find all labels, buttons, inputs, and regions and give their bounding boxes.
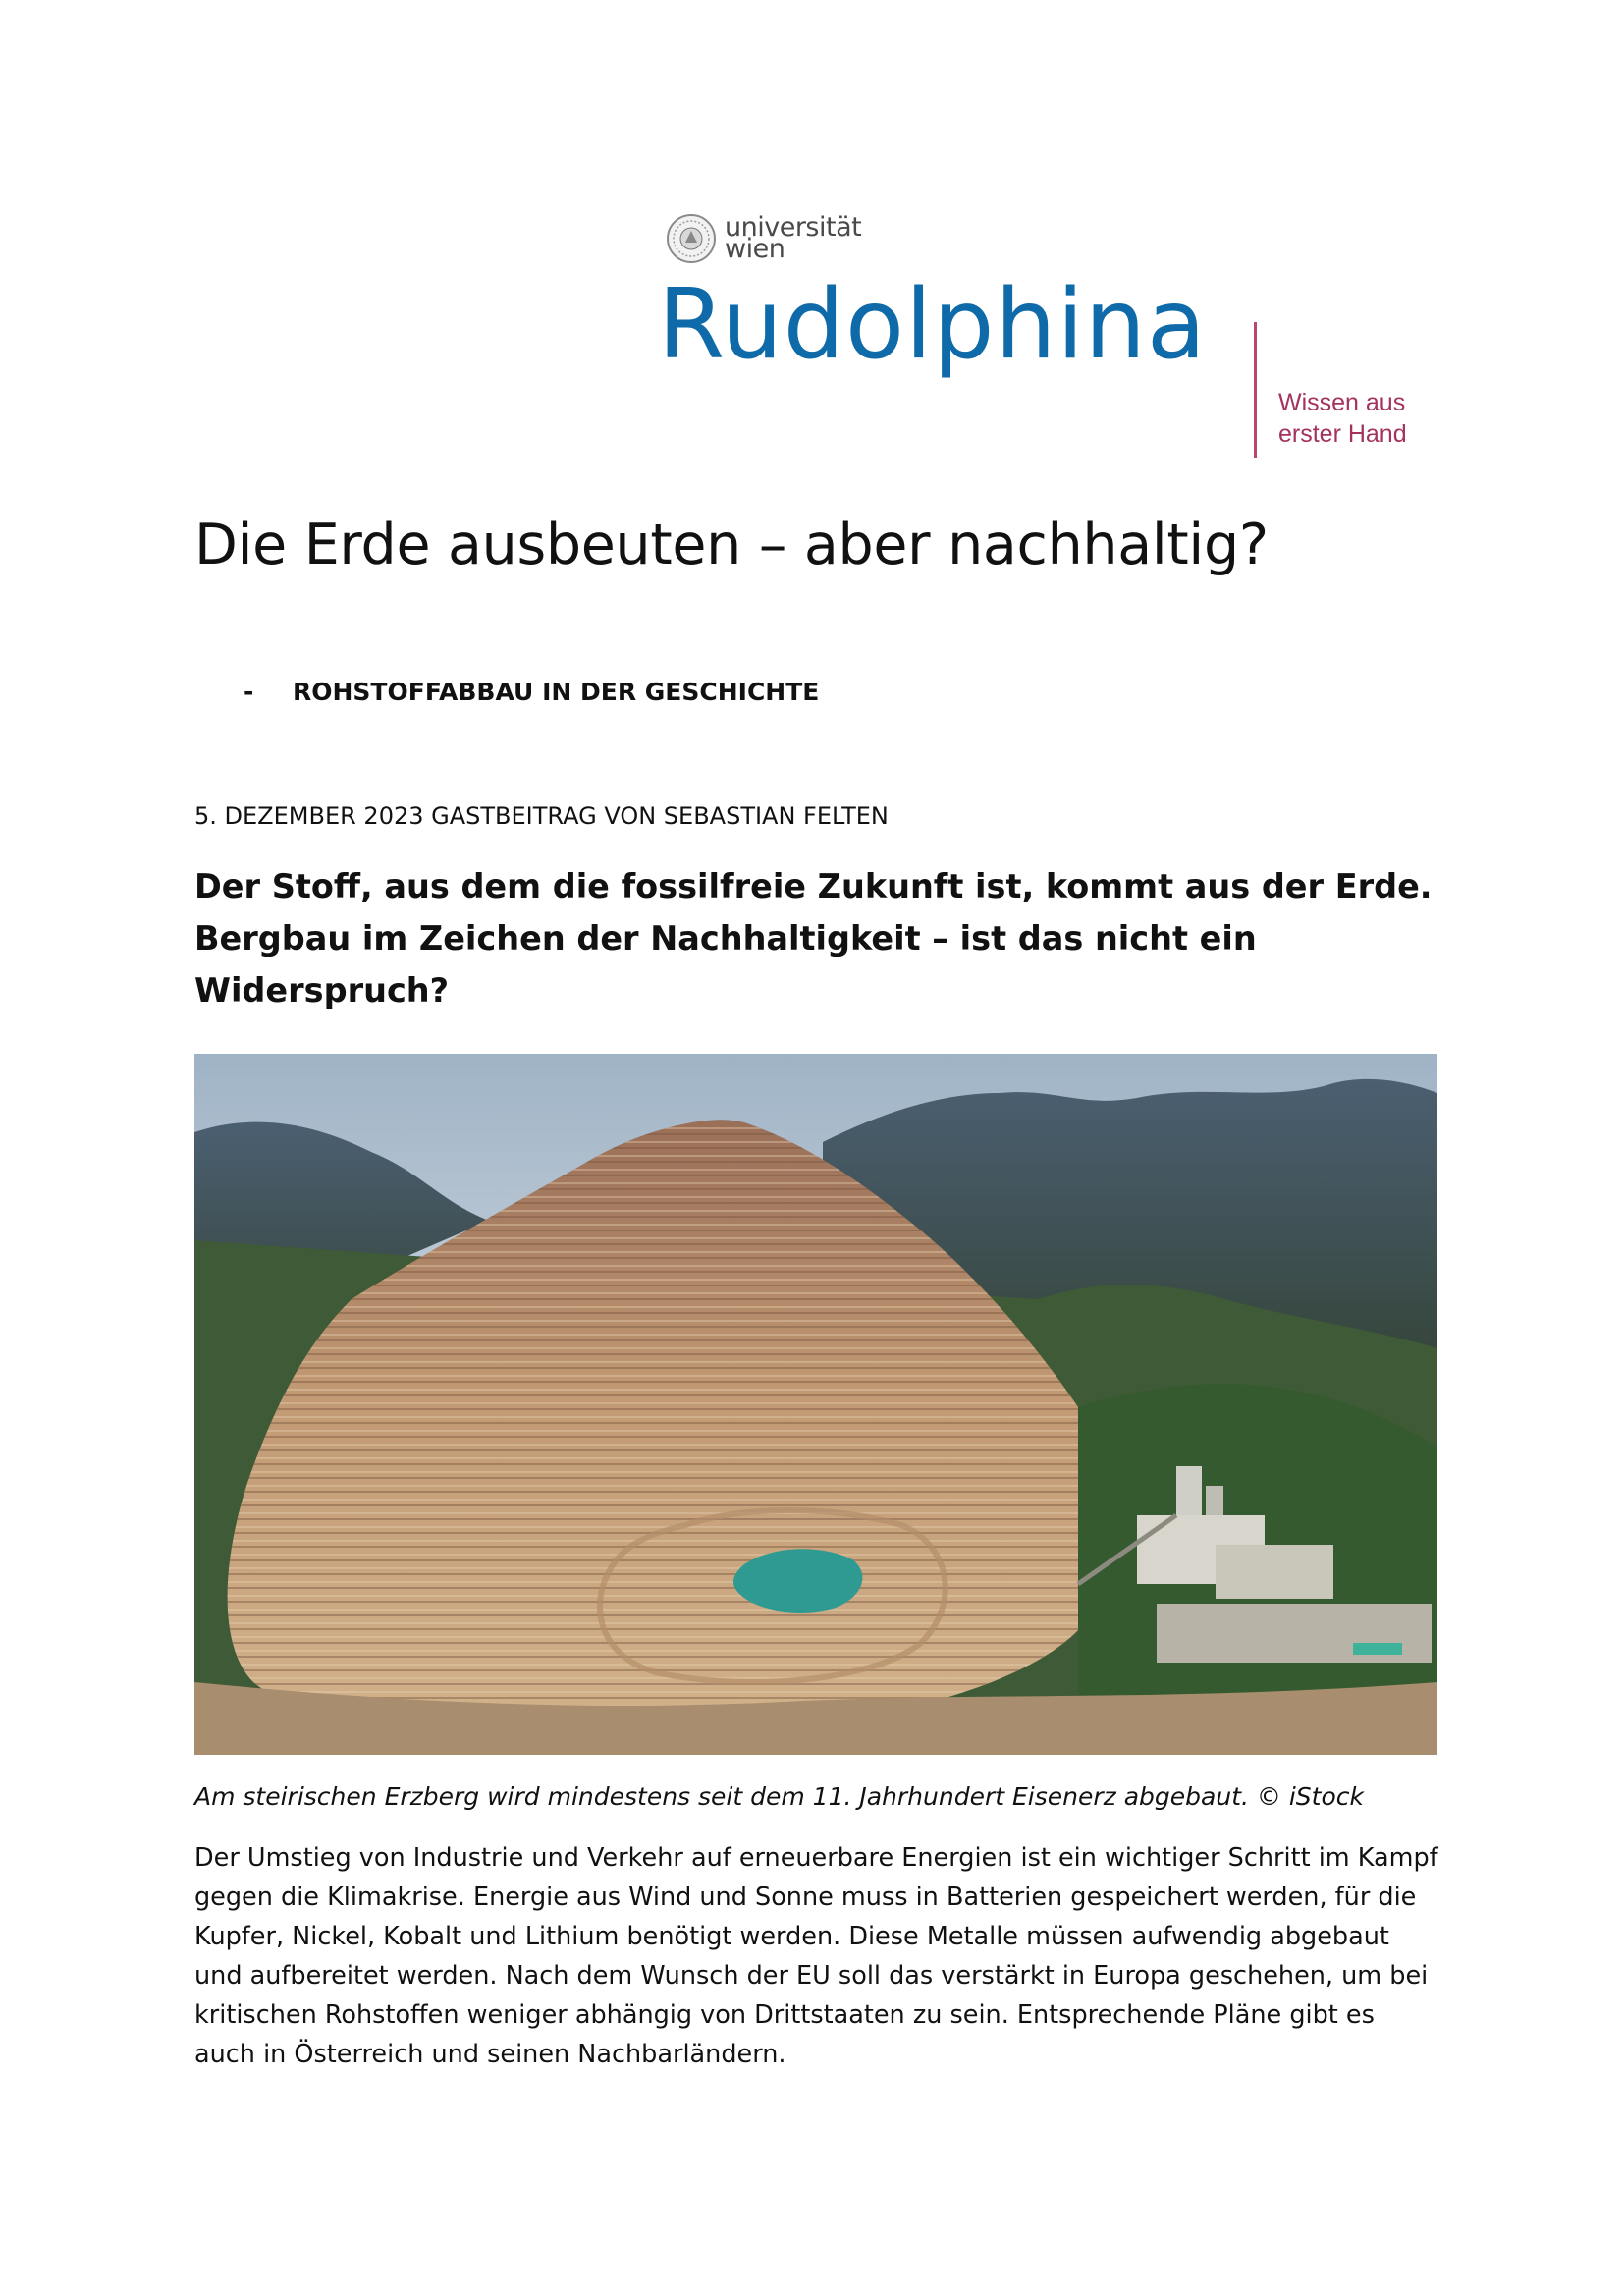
topic-bullet: - <box>244 678 254 706</box>
open-pit-mine-illustration <box>194 1054 1437 1755</box>
article-meta: 5. DEZEMBER 2023 GASTBEITRAG VON SEBASTIAN FELTEN <box>194 802 889 830</box>
publication-tagline <box>1278 387 1407 450</box>
article-headline: Die Erde ausbeuten – aber nachhaltig? <box>194 513 1269 577</box>
article-lead: Der Stoff, aus dem die fossilfreie Zukunft ist, kommt aus der Erde. Bergbau im Zeichen der Nachhaltigkeit – ist das nicht ein Widerspruch? <box>194 867 1433 1010</box>
article-photo <box>194 1054 1437 1755</box>
university-seal-icon <box>666 213 717 264</box>
article-body-paragraph: Der Umstieg von Industrie und Verkehr auf erneuerbare Energien ist ein wichtiger Schritt im Kampf gegen die Klimakrise. Energie aus Wind und Sonne muss in Batterien gespeichert werden, für die Kupfer, Nickel, Kobalt und Lithium benötigt werden. Diese Metalle müssen aufwendig abgebaut und aufbereitet werden. Nach dem Wunsch der EU soll das verstärkt in Europa geschehen, um bei kritischen Rohstoffen weniger abhängig von Drittstaaten zu sein. Entsprechende Pläne gibt es auch in Österreich und seinen Nachbarländern. <box>194 1843 1438 2069</box>
university-name-line2: wien <box>725 234 785 264</box>
tagline-line2: erster Hand <box>1278 420 1407 448</box>
masthead-divider <box>1254 322 1257 458</box>
university-name-line1: universität <box>725 212 862 243</box>
photo-caption: Am steirischen Erzberg wird mindestens seit dem 11. Jahrhundert Eisenerz abgebaut. © iStock <box>194 1782 1364 1811</box>
publication-title: Rudolphina <box>658 269 1207 381</box>
topic-label: ROHSTOFFABBAU IN DER GESCHICHTE <box>293 678 820 706</box>
tagline-line1: Wissen aus <box>1278 389 1406 416</box>
university-logo <box>666 210 861 267</box>
university-name <box>725 212 862 264</box>
